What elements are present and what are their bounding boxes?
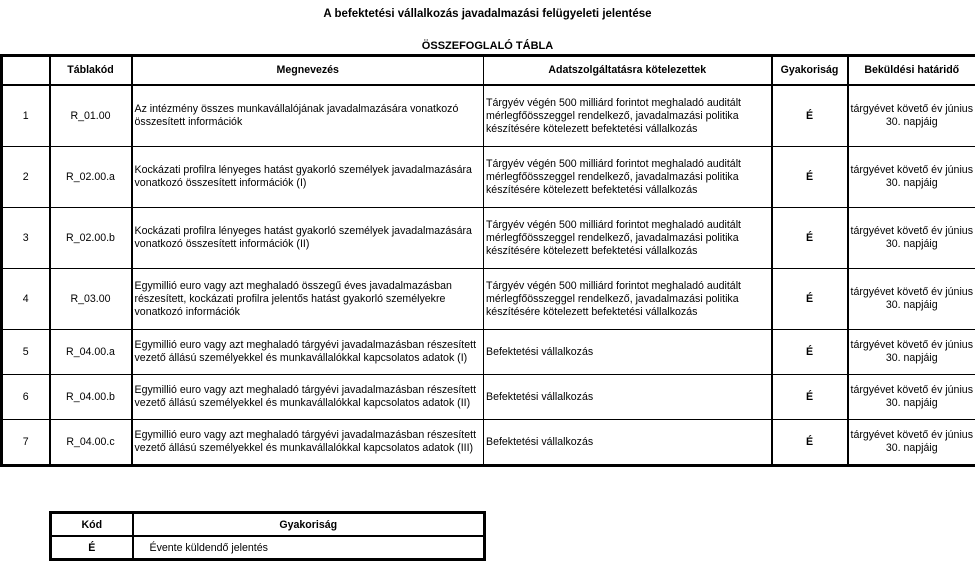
row-code: R_02.00.a (50, 147, 132, 208)
legend-row (51, 536, 485, 560)
row-deadline: tárgyévet követő év június 30. napjáig (848, 269, 975, 330)
row-name: Egymillió euro vagy azt meghaladó összegű éves javadalmazásban részesített, kockázati profilra jelentős hatást gyakorló személyekre vonatkozó információk (132, 269, 484, 330)
row-name: Kockázati profilra lényeges hatást gyakorló személyek javadalmazására vonatkozó összesített információk (II) (132, 208, 484, 269)
row-num: 5 (2, 330, 50, 375)
document-title: A befektetési vállalkozás javadalmazási felügyeleti jelentése (323, 8, 652, 20)
row-code: R_04.00.b (50, 375, 132, 420)
row-obligated: Tárgyév végén 500 milliárd forintot meghaladó auditált mérlegfőösszeggel rendelkező, javadalmazási politika készítésére kötelezett befektetési vállalkozás (484, 85, 772, 147)
header-frequency: Gyakoriság (772, 56, 848, 86)
header-name: Megnevezés (132, 56, 484, 86)
row-name: Egymillió euro vagy azt meghaladó tárgyévi javadalmazásban részesített vezető állású személyekkel és munkavállalókkal kapcsolatos adatok (II) (132, 375, 484, 420)
row-frequency: É (772, 269, 848, 330)
header-num (2, 56, 50, 86)
row-num: 4 (2, 269, 50, 330)
row-obligated: Befektetési vállalkozás (484, 330, 772, 375)
summary-table (0, 54, 975, 467)
row-deadline: tárgyévet követő év június 30. napjáig (848, 420, 975, 466)
row-name: Egymillió euro vagy azt meghaladó tárgyévi javadalmazásban részesített vezető állású személyekkel és munkavállalókkal kapcsolatos adatok (I) (132, 330, 484, 375)
row-obligated: Tárgyév végén 500 milliárd forintot meghaladó auditált mérlegfőösszeggel rendelkező, javadalmazási politika készítésére kötelezett befektetési vállalkozás (484, 208, 772, 269)
row-obligated: Befektetési vállalkozás (484, 420, 772, 466)
row-code: R_04.00.a (50, 330, 132, 375)
row-num: 7 (2, 420, 50, 466)
row-deadline: tárgyévet követő év június 30. napjáig (848, 85, 975, 147)
row-deadline: tárgyévet követő év június 30. napjáig (848, 147, 975, 208)
table-row (2, 375, 975, 420)
row-code: R_02.00.b (50, 208, 132, 269)
row-frequency: É (772, 147, 848, 208)
table-row (2, 330, 975, 375)
row-frequency: É (772, 420, 848, 466)
table-row (2, 85, 975, 147)
row-name: Egymillió euro vagy azt meghaladó tárgyévi javadalmazásban részesített vezető állású személyekkel és munkavállalókkal kapcsolatos adatok (III) (132, 420, 484, 466)
header-deadline: Beküldési határidő (848, 56, 975, 86)
row-frequency: É (772, 375, 848, 420)
row-num: 6 (2, 375, 50, 420)
row-code: R_01.00 (50, 85, 132, 147)
legend-code: É (51, 536, 133, 560)
legend-header-row (51, 513, 485, 537)
row-obligated: Befektetési vállalkozás (484, 375, 772, 420)
row-obligated: Tárgyév végén 500 milliárd forintot meghaladó auditált mérlegfőösszeggel rendelkező, javadalmazási politika készítésére kötelezett befektetési vállalkozás (484, 147, 772, 208)
row-num: 2 (2, 147, 50, 208)
row-frequency: É (772, 85, 848, 147)
header-obligated: Adatszolgáltatásra kötelezettek (484, 56, 772, 86)
legend-description: Évente küldendő jelentés (133, 536, 485, 560)
row-name: Az intézmény összes munkavállalójának javadalmazására vonatkozó összesített információk (132, 85, 484, 147)
row-num: 1 (2, 85, 50, 147)
table-row (2, 269, 975, 330)
table-row (2, 208, 975, 269)
header-table-code: Táblakód (50, 56, 132, 86)
legend-header-code: Kód (51, 513, 133, 537)
table-row (2, 420, 975, 466)
row-code: R_04.00.c (50, 420, 132, 466)
row-name: Kockázati profilra lényeges hatást gyakorló személyek javadalmazására vonatkozó összesített információk (I) (132, 147, 484, 208)
row-deadline: tárgyévet követő év június 30. napjáig (848, 330, 975, 375)
table-caption: ÖSSZEFOGLALÓ TÁBLA (421, 40, 554, 52)
table-row (2, 147, 975, 208)
legend-header-frequency: Gyakoriság (133, 513, 485, 537)
row-deadline: tárgyévet követő év június 30. napjáig (848, 208, 975, 269)
summary-table-header-row (2, 56, 975, 86)
row-num: 3 (2, 208, 50, 269)
row-code: R_03.00 (50, 269, 132, 330)
row-frequency: É (772, 208, 848, 269)
row-obligated: Tárgyév végén 500 milliárd forintot meghaladó auditált mérlegfőösszeggel rendelkező, javadalmazási politika készítésére kötelezett befektetési vállalkozás (484, 269, 772, 330)
row-deadline: tárgyévet követő év június 30. napjáig (848, 375, 975, 420)
frequency-legend-table (49, 511, 486, 561)
row-frequency: É (772, 330, 848, 375)
